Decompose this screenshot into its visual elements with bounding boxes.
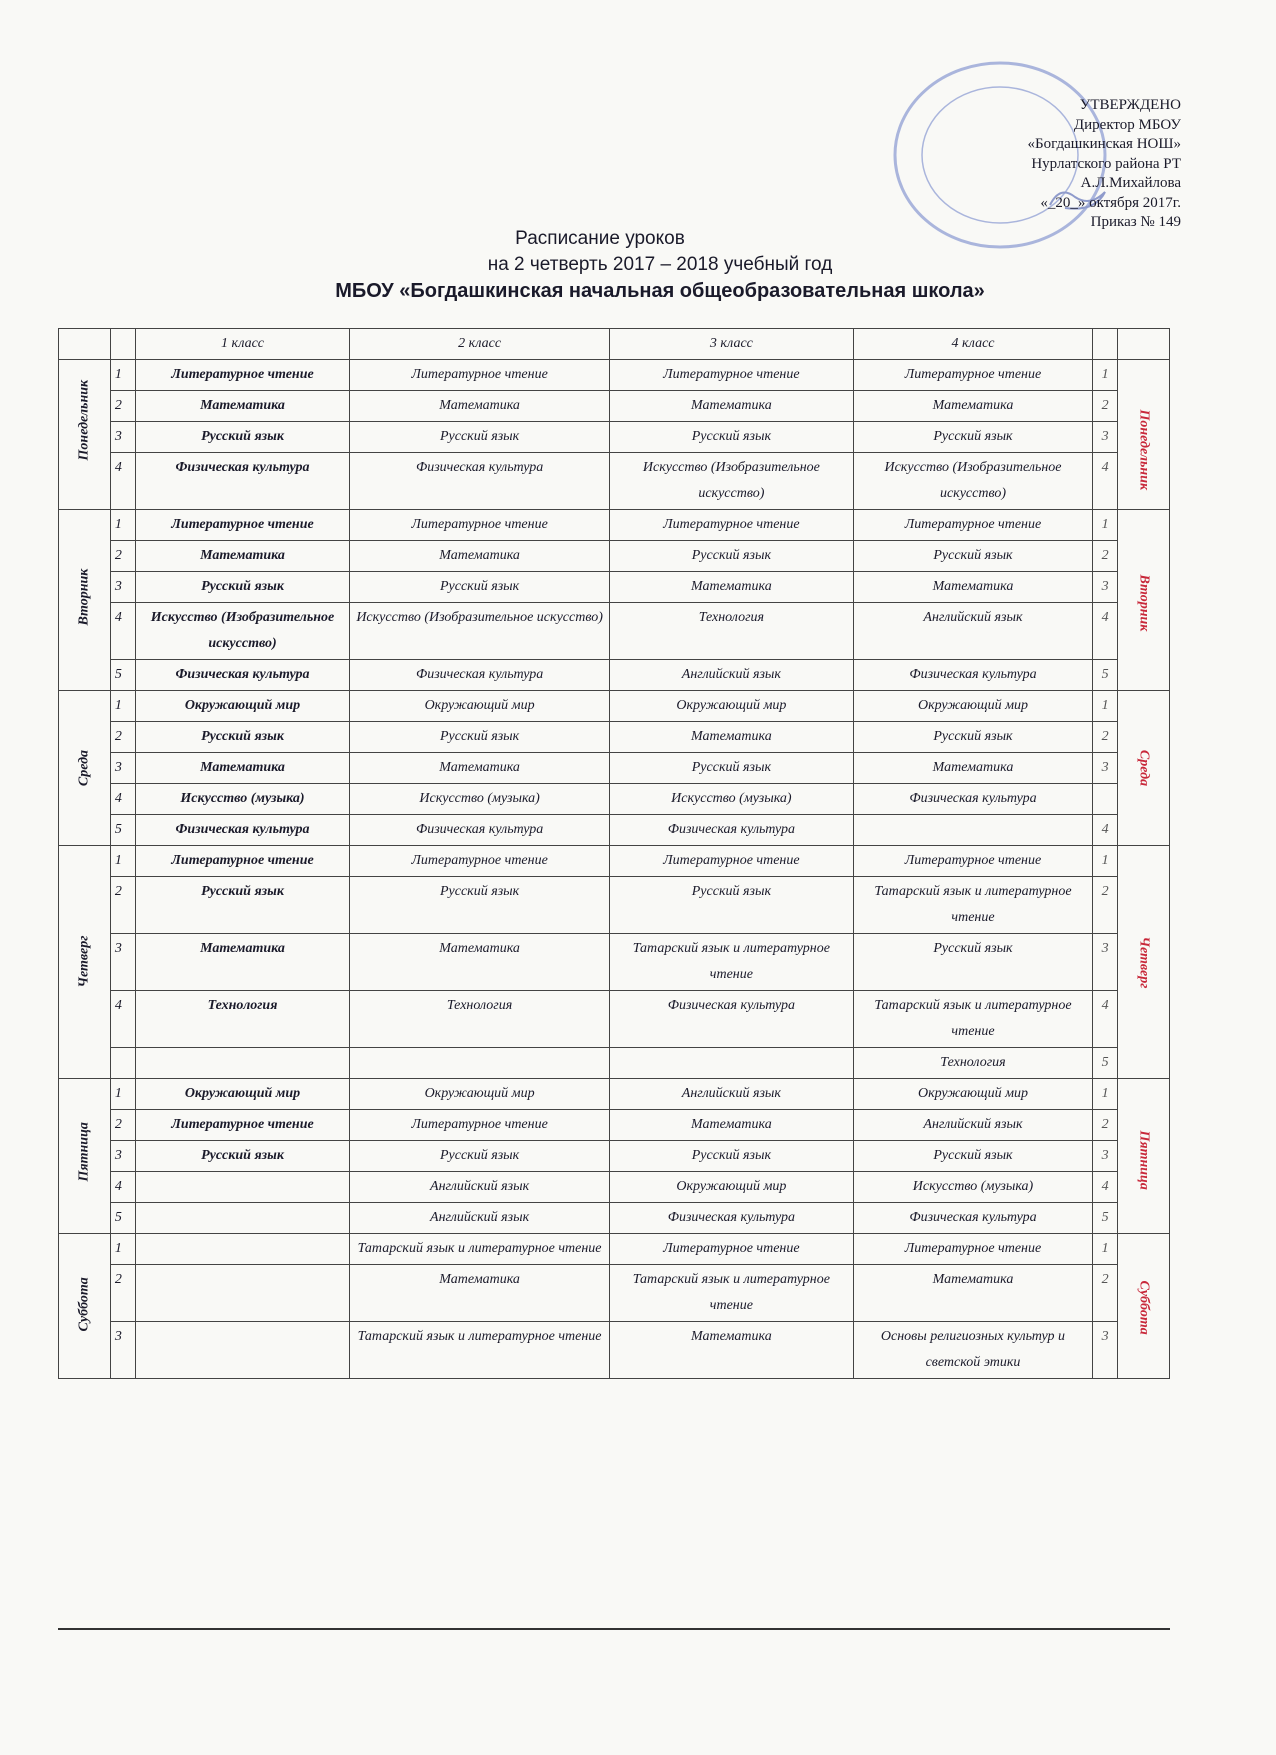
class-4-subject: Литературное чтение (853, 360, 1092, 391)
approval-line-7: Приказ № 149 (1090, 214, 1181, 230)
class-3-subject: Татарский язык и литературное чтение (609, 934, 853, 991)
class-1-subject: Физическая культура (135, 660, 350, 691)
class-3-subject: Физическая культура (609, 991, 853, 1048)
class-1-subject: Искусство (музыка) (135, 784, 350, 815)
table-row (59, 391, 1170, 422)
lesson-number-right: 1 (1093, 1079, 1118, 1110)
class-4-subject: Физическая культура (853, 1203, 1092, 1234)
lesson-number: 1 (110, 1234, 135, 1265)
class-3-subject: Физическая культура (609, 1203, 853, 1234)
class-3-subject: Литературное чтение (609, 846, 853, 877)
class-3-subject: Окружающий мир (609, 691, 853, 722)
class-1-subject: Русский язык (135, 1141, 350, 1172)
class-4-subject: Физическая культура (853, 660, 1092, 691)
class-1-subject: Русский язык (135, 722, 350, 753)
approval-line-2: Директор МБОУ (1073, 116, 1181, 133)
class-3-subject: Технология (609, 603, 853, 660)
lesson-number: 3 (110, 572, 135, 603)
page-title (300, 226, 1020, 304)
class-3-subject: Литературное чтение (609, 1234, 853, 1265)
day-name: Вторник (76, 568, 92, 626)
class-3-subject: Русский язык (609, 1141, 853, 1172)
class-4-subject: Татарский язык и литературное чтение (853, 991, 1092, 1048)
class-2-subject: Технология (350, 991, 610, 1048)
class-1-subject: Математика (135, 391, 350, 422)
lesson-number-right: 1 (1093, 510, 1118, 541)
table-row (59, 1141, 1170, 1172)
lesson-number: 4 (110, 991, 135, 1048)
class-4-subject: Искусство (музыка) (853, 1172, 1092, 1203)
class-2-subject: Русский язык (350, 1141, 610, 1172)
class-4-subject: Основы религиозных культур и светской этики (853, 1322, 1092, 1379)
class-1-subject: Русский язык (135, 572, 350, 603)
class-1-subject: Русский язык (135, 422, 350, 453)
day-name-right: Суббота (1136, 1280, 1152, 1335)
day-label-right (1118, 1079, 1170, 1234)
day-label (59, 1079, 111, 1234)
class-3-subject: Литературное чтение (609, 510, 853, 541)
table-row (59, 422, 1170, 453)
class-4-subject: Окружающий мир (853, 691, 1092, 722)
day-label (59, 360, 111, 510)
day-label-right (1118, 510, 1170, 691)
class-4-subject: Английский язык (853, 1110, 1092, 1141)
table-row (59, 1172, 1170, 1203)
day-label (59, 510, 111, 691)
lesson-number: 3 (110, 934, 135, 991)
lesson-number: 3 (110, 1322, 135, 1379)
lesson-number: 5 (110, 660, 135, 691)
class-2-subject: Литературное чтение (350, 510, 610, 541)
lesson-number-right: 3 (1093, 572, 1118, 603)
class-4-subject: Русский язык (853, 1141, 1092, 1172)
class-4-subject: Русский язык (853, 541, 1092, 572)
lesson-number-right: 2 (1093, 1265, 1118, 1322)
class-1-subject (135, 1172, 350, 1203)
class-2-subject: Русский язык (350, 722, 610, 753)
class-4-subject: Математика (853, 753, 1092, 784)
lesson-number-right: 3 (1093, 753, 1118, 784)
class-3-subject (609, 1048, 853, 1079)
class-3-subject: Математика (609, 1322, 853, 1379)
class-1-subject: Физическая культура (135, 453, 350, 510)
class-1-subject: Искусство (Изобразительное искусство) (135, 603, 350, 660)
class-2-subject: Математика (350, 1265, 610, 1322)
lesson-number: 4 (110, 784, 135, 815)
approval-line-6: «_20_» октября 2017г. (1040, 194, 1181, 211)
table-row (59, 603, 1170, 660)
table-row (59, 1265, 1170, 1322)
lesson-number: 2 (110, 1265, 135, 1322)
class-3-subject: Искусство (Изобразительное искусство) (609, 453, 853, 510)
table-row (59, 453, 1170, 510)
table-row (59, 1048, 1170, 1079)
class-2-subject: Литературное чтение (350, 846, 610, 877)
table-row (59, 991, 1170, 1048)
approval-line-4: Нурлатского района РТ (1031, 155, 1181, 172)
lesson-number: 2 (110, 1110, 135, 1141)
class-3-subject: Русский язык (609, 422, 853, 453)
class-2-subject: Окружающий мир (350, 691, 610, 722)
table-row (59, 846, 1170, 877)
class-3-subject: Математика (609, 572, 853, 603)
class-4-subject: Русский язык (853, 934, 1092, 991)
lesson-number: 2 (110, 722, 135, 753)
lesson-number: 3 (110, 753, 135, 784)
day-label (59, 846, 111, 1079)
title-line-3: МБОУ «Богдашкинская начальная общеобразовательная школа» (335, 280, 985, 302)
class-1-subject: Русский язык (135, 877, 350, 934)
class-4-subject: Английский язык (853, 603, 1092, 660)
class-2-subject: Физическая культура (350, 660, 610, 691)
class-1-subject: Литературное чтение (135, 1110, 350, 1141)
schedule-body (59, 360, 1170, 1379)
lesson-number-right: 4 (1093, 603, 1118, 660)
lesson-number-right: 1 (1093, 360, 1118, 391)
lesson-number-right: 5 (1093, 1203, 1118, 1234)
day-name-right: Пятница (1136, 1130, 1152, 1190)
class-3-subject: Физическая культура (609, 815, 853, 846)
class-4-subject: Физическая культура (853, 784, 1092, 815)
lesson-number-right: 5 (1093, 660, 1118, 691)
class-3-subject: Английский язык (609, 1079, 853, 1110)
day-label (59, 691, 111, 846)
class-2-subject: Литературное чтение (350, 360, 610, 391)
class-1-subject (135, 1322, 350, 1379)
class-2-subject: Русский язык (350, 422, 610, 453)
class-4-subject: Литературное чтение (853, 846, 1092, 877)
class-2-subject: Математика (350, 541, 610, 572)
class-2-subject: Физическая культура (350, 453, 610, 510)
class-2-subject (350, 1048, 610, 1079)
day-label-right (1118, 691, 1170, 846)
class-4-subject: Татарский язык и литературное чтение (853, 877, 1092, 934)
table-row (59, 1234, 1170, 1265)
header-class-3: 3 класс (609, 329, 853, 360)
lesson-number-right: 3 (1093, 422, 1118, 453)
table-row (59, 722, 1170, 753)
header-class-4: 4 класс (853, 329, 1092, 360)
class-3-subject: Искусство (музыка) (609, 784, 853, 815)
table-row (59, 1079, 1170, 1110)
lesson-number-right: 1 (1093, 846, 1118, 877)
schedule-table (58, 328, 1170, 1379)
class-2-subject: Татарский язык и литературное чтение (350, 1322, 610, 1379)
lesson-number-right: 3 (1093, 934, 1118, 991)
class-3-subject: Английский язык (609, 660, 853, 691)
table-row (59, 360, 1170, 391)
class-2-subject: Физическая культура (350, 815, 610, 846)
class-1-subject: Литературное чтение (135, 510, 350, 541)
class-4-subject: Математика (853, 572, 1092, 603)
lesson-number-right: 1 (1093, 1234, 1118, 1265)
class-3-subject: Русский язык (609, 877, 853, 934)
header-row (59, 329, 1170, 360)
lesson-number-right: 4 (1093, 1172, 1118, 1203)
lesson-number-right: 3 (1093, 1141, 1118, 1172)
class-2-subject: Английский язык (350, 1172, 610, 1203)
class-1-subject (135, 1265, 350, 1322)
table-row (59, 753, 1170, 784)
lesson-number-right (1093, 784, 1118, 815)
class-3-subject: Математика (609, 722, 853, 753)
class-2-subject: Математика (350, 753, 610, 784)
class-3-subject: Русский язык (609, 541, 853, 572)
class-2-subject: Русский язык (350, 877, 610, 934)
class-2-subject: Математика (350, 934, 610, 991)
lesson-number-right: 3 (1093, 1322, 1118, 1379)
approval-line-1: УТВЕРЖДЕНО (1079, 97, 1181, 113)
header-class-2: 2 класс (350, 329, 610, 360)
day-name-right: Вторник (1136, 574, 1152, 632)
lesson-number-right: 2 (1093, 722, 1118, 753)
class-2-subject: Английский язык (350, 1203, 610, 1234)
table-row (59, 541, 1170, 572)
class-3-subject: Татарский язык и литературное чтение (609, 1265, 853, 1322)
lesson-number-right: 4 (1093, 815, 1118, 846)
class-1-subject: Математика (135, 753, 350, 784)
lesson-number: 5 (110, 1203, 135, 1234)
class-1-subject: Математика (135, 934, 350, 991)
day-label-right (1118, 360, 1170, 510)
class-1-subject: Литературное чтение (135, 360, 350, 391)
day-name: Четверг (76, 935, 92, 988)
class-1-subject (135, 1048, 350, 1079)
approval-line-5: А.Л.Михайлова (1080, 175, 1181, 191)
lesson-number-right: 1 (1093, 691, 1118, 722)
lesson-number: 2 (110, 391, 135, 422)
table-row (59, 572, 1170, 603)
table-row (59, 784, 1170, 815)
lesson-number-right: 5 (1093, 1048, 1118, 1079)
class-4-subject: Литературное чтение (853, 510, 1092, 541)
class-1-subject: Окружающий мир (135, 691, 350, 722)
class-3-subject: Математика (609, 391, 853, 422)
class-1-subject: Технология (135, 991, 350, 1048)
class-4-subject: Русский язык (853, 722, 1092, 753)
title-line-1: Расписание уроков (515, 228, 685, 249)
lesson-number-right: 2 (1093, 877, 1118, 934)
lesson-number: 2 (110, 877, 135, 934)
table-bottom-rule (58, 1628, 1170, 1630)
table-row (59, 877, 1170, 934)
day-name-right: Четверг (1136, 936, 1152, 989)
class-1-subject: Физическая культура (135, 815, 350, 846)
class-2-subject: Русский язык (350, 572, 610, 603)
lesson-number: 1 (110, 360, 135, 391)
class-4-subject: Технология (853, 1048, 1092, 1079)
class-4-subject: Русский язык (853, 422, 1092, 453)
lesson-number: 4 (110, 603, 135, 660)
table-row (59, 1322, 1170, 1379)
class-4-subject: Искусство (Изобразительное искусство) (853, 453, 1092, 510)
class-2-subject: Окружающий мир (350, 1079, 610, 1110)
class-2-subject: Татарский язык и литературное чтение (350, 1234, 610, 1265)
day-name-right: Понедельник (1136, 409, 1152, 490)
lesson-number: 2 (110, 541, 135, 572)
class-4-subject: Литературное чтение (853, 1234, 1092, 1265)
class-1-subject (135, 1203, 350, 1234)
day-name-right: Среда (1136, 749, 1152, 787)
lesson-number: 1 (110, 691, 135, 722)
lesson-number: 1 (110, 510, 135, 541)
lesson-number: 3 (110, 422, 135, 453)
lesson-number: 4 (110, 453, 135, 510)
class-1-subject: Окружающий мир (135, 1079, 350, 1110)
class-1-subject (135, 1234, 350, 1265)
class-3-subject: Математика (609, 1110, 853, 1141)
approval-line-3: «Богдашкинская НОШ» (1027, 136, 1181, 152)
table-row (59, 691, 1170, 722)
lesson-number-right: 2 (1093, 1110, 1118, 1141)
day-label-right (1118, 1234, 1170, 1379)
day-name: Среда (76, 749, 92, 787)
table-row (59, 510, 1170, 541)
table-row (59, 815, 1170, 846)
class-2-subject: Литературное чтение (350, 1110, 610, 1141)
lesson-number: 5 (110, 815, 135, 846)
class-2-subject: Искусство (музыка) (350, 784, 610, 815)
day-name: Понедельник (76, 379, 92, 460)
class-1-subject: Математика (135, 541, 350, 572)
lesson-number-right: 2 (1093, 391, 1118, 422)
class-2-subject: Искусство (Изобразительное искусство) (350, 603, 610, 660)
day-label-right (1118, 846, 1170, 1079)
title-line-2: на 2 четверть 2017 – 2018 учебный год (487, 254, 833, 275)
approval-block (881, 96, 1181, 233)
table-row (59, 1203, 1170, 1234)
lesson-number: 1 (110, 1079, 135, 1110)
lesson-number-right: 4 (1093, 453, 1118, 510)
lesson-number: 4 (110, 1172, 135, 1203)
table-row (59, 1110, 1170, 1141)
class-2-subject: Математика (350, 391, 610, 422)
lesson-number (110, 1048, 135, 1079)
class-4-subject: Математика (853, 1265, 1092, 1322)
lesson-number: 3 (110, 1141, 135, 1172)
lesson-number-right: 2 (1093, 541, 1118, 572)
class-3-subject: Литературное чтение (609, 360, 853, 391)
day-label (59, 1234, 111, 1379)
class-4-subject: Математика (853, 391, 1092, 422)
class-4-subject: Окружающий мир (853, 1079, 1092, 1110)
table-row (59, 934, 1170, 991)
lesson-number-right: 4 (1093, 991, 1118, 1048)
day-name: Суббота (76, 1277, 92, 1332)
table-row (59, 660, 1170, 691)
header-class-1: 1 класс (135, 329, 350, 360)
lesson-number: 1 (110, 846, 135, 877)
day-name: Пятница (76, 1122, 92, 1182)
class-3-subject: Русский язык (609, 753, 853, 784)
class-1-subject: Литературное чтение (135, 846, 350, 877)
class-4-subject (853, 815, 1092, 846)
class-3-subject: Окружающий мир (609, 1172, 853, 1203)
